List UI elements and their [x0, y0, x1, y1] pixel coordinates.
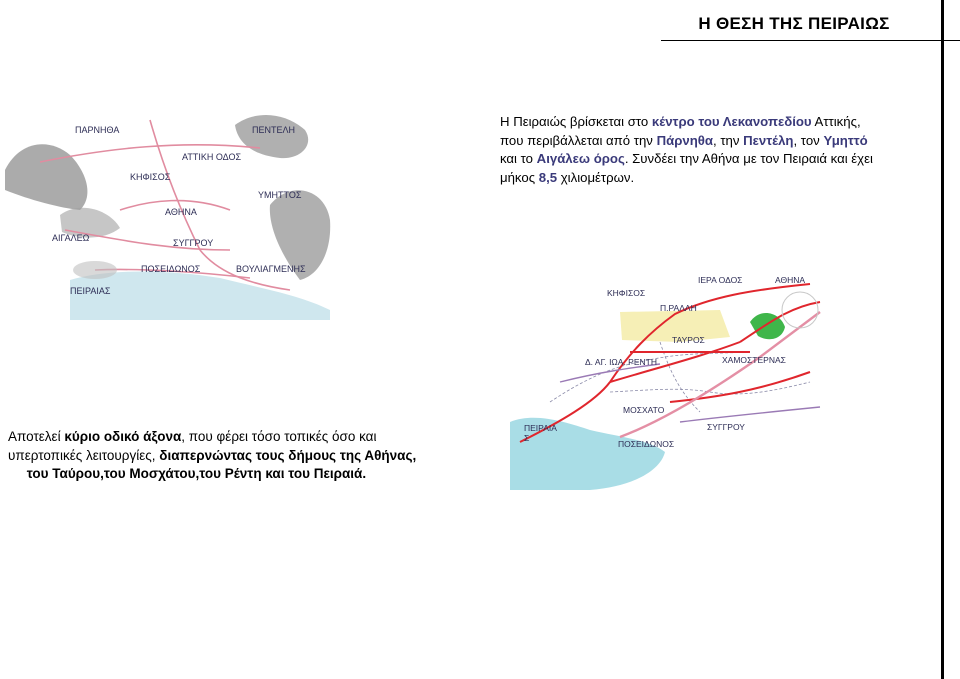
label-vouliagmenis: ΒΟΥΛΙΑΓΜΕΝΗΣ: [236, 264, 306, 274]
intro-text-5: και το: [500, 151, 537, 166]
map2-label-athina: ΑΘΗΝΑ: [775, 275, 806, 285]
axis-text-3: [8, 466, 27, 481]
intro-text-2: Αττικής, που περιβάλλεται από την: [500, 114, 861, 148]
intro-bold-ymittos: Υμηττό: [823, 132, 868, 148]
mountain-parnitha: [5, 144, 87, 210]
title-underline: [661, 40, 960, 41]
page-title: Η ΘΕΣΗ ΤΗΣ ΠΕΙΡΑΙΩΣ: [698, 14, 890, 33]
intro-paragraph: [500, 113, 875, 187]
intro-text-6: . Συνδέει την Αθήνα με τον Πειραιά και έχει μήκος: [500, 151, 873, 185]
athina-marker: [782, 292, 818, 328]
axis-bold-main-axis: κύριο οδικό άξονα: [64, 429, 182, 444]
mountain-penteli: [235, 115, 308, 158]
axis-paragraph: [8, 428, 420, 484]
axis-text-1: Αποτελεί: [8, 429, 65, 444]
label-syggrou: ΣΥΓΓΡΟΥ: [173, 238, 214, 248]
map2-label-peiraias-2: Σ: [524, 433, 530, 443]
label-kifisos: ΚΗΦΙΣΟΣ: [130, 172, 171, 182]
piraeus-street-map: [510, 272, 840, 492]
intro-bold-penteli: Πεντέλη: [743, 132, 794, 148]
axis-bold-list: του Ταύρου,του Μοσχάτου,του Ρέντη και του Πειραιά.: [26, 466, 367, 481]
label-peiraias: ΠΕΙΡΑΙΑΣ: [70, 286, 111, 296]
intro-text-7: χιλιομέτρων.: [557, 169, 635, 185]
map2-label-tavros: ΤΑΥΡΟΣ: [672, 335, 705, 345]
intro-bold-center: κέντρο του Λεκανοπεδίου: [651, 114, 812, 129]
map2-label-iera-odos: ΙΕΡΑ ΟΔΟΣ: [698, 275, 743, 285]
map2-label-kifisos: ΚΗΦΙΣΟΣ: [607, 288, 646, 298]
intro-bold-length: 8,5: [538, 169, 558, 185]
intro-text-4: , τον: [793, 132, 824, 148]
intro-text-1: Η Πειραιώς βρίσκεται στο: [500, 114, 652, 129]
map2-label-xamostern: ΧΑΜΟΣΤΕΡΝΑΣ: [722, 355, 786, 365]
label-athina: ΑΘΗΝΑ: [165, 207, 197, 217]
label-poseidonos: ΠΟΣΕΙΔΩΝΟΣ: [141, 264, 201, 274]
map2-label-moschato: ΜΟΣΧΑΤΟ: [623, 405, 665, 415]
map2-label-poseidonos: ΠΟΣΕΙΔΩΝΟΣ: [618, 439, 675, 449]
label-ymittos: ΥΜΗΤΤΟΣ: [258, 190, 302, 200]
label-aigaleo: ΑΙΓΑΛΕΩ: [52, 233, 90, 243]
label-attiki-odos: ΑΤΤΙΚΗ ΟΔΟΣ: [182, 152, 242, 162]
attica-basin-map: [0, 100, 340, 320]
intro-bold-parnitha: Πάρνηθα: [656, 132, 713, 148]
map2-label-renti: Δ. ΑΓ. ΙΩΑ. ΡΕΝΤΗ: [585, 357, 657, 367]
label-parnitha: ΠΑΡΝΗΘΑ: [75, 125, 120, 135]
map2-label-peiraias-1: ΠΕΙΡΑΙΑ: [524, 423, 557, 433]
map2-label-syggrou: ΣΥΓΓΡΟΥ: [707, 422, 745, 432]
vertical-rule: [941, 0, 944, 679]
axis-text-2: , που φέρει τόσο τοπικές όσο και υπερτοπικές λειτουργίες,: [8, 429, 377, 463]
intro-text-3: , την: [713, 132, 744, 148]
piraeus-blob: [73, 261, 117, 279]
axis-bold-municipalities: διαπερνώντας τους δήμους της Αθήνας,: [159, 447, 417, 463]
map2-label-p-ralli: Π.ΡΑΛΛΗ: [660, 303, 697, 313]
label-penteli: ΠΕΝΤΕΛΗ: [252, 125, 296, 135]
intro-bold-aigaleo: Αιγάλεω όρος: [536, 151, 625, 166]
